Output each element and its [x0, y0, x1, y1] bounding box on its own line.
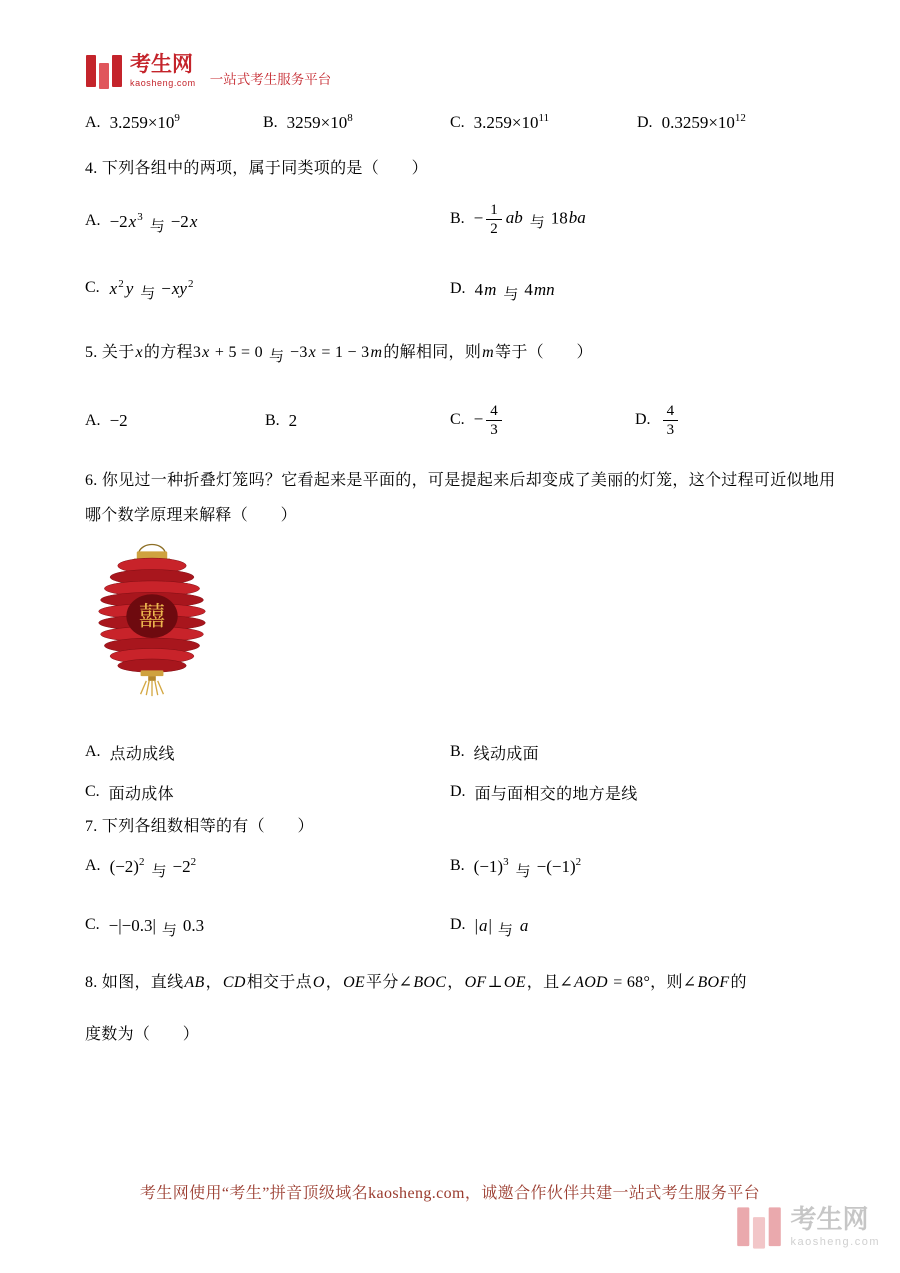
question6-option-a [85, 738, 175, 766]
option-value: −|−0.3| 与 0.3 [108, 915, 205, 939]
question6-option-d [450, 778, 638, 806]
option-value: 4m 与 4mn [474, 279, 555, 303]
question5-stem [85, 342, 593, 364]
question4-option-d [450, 270, 556, 308]
option-value: $0.3259\times 10^{12}$ [661, 112, 746, 132]
option-label: C. [450, 114, 465, 131]
watermark-text: 考生网 [790, 1204, 869, 1234]
option-label: C. [450, 411, 465, 428]
option-label: D. [635, 411, 651, 428]
question3-option-c [450, 108, 550, 138]
option-label: D. [637, 114, 653, 131]
option-value: $\frac{4}{3}$ [660, 402, 682, 439]
option-label: C. [85, 783, 100, 800]
option-value: 2 [288, 411, 298, 430]
option-label: A. [85, 212, 101, 229]
option-label: B. [265, 412, 280, 429]
watermark-domain: kaosheng.com [790, 1236, 880, 1249]
option-value: $3259\times 10^8$ [286, 112, 353, 132]
question3-option-d [637, 108, 747, 138]
option-text: 面动成体 [108, 785, 174, 803]
question4-option-b [450, 192, 587, 246]
option-value: $3.259\times 10^{11}$ [473, 112, 550, 132]
kaosheng-logo-icon [85, 54, 123, 90]
question6-stem-line1: 6. 你见过一种折叠灯笼吗？它看起来是平面的，可是提起来后却变成了美丽的灯笼，这个过程可近似地用 [85, 472, 836, 489]
option-label: B. [450, 210, 465, 227]
option-value: −2 [109, 411, 128, 430]
logo-tagline: 一站式考生服务平台 [209, 72, 332, 87]
option-label: B. [450, 857, 465, 874]
watermark [736, 1206, 880, 1255]
option-text: 线动成面 [473, 745, 539, 763]
question6-option-c [85, 778, 174, 806]
option-label: D. [450, 916, 466, 933]
option-label: D. [450, 280, 466, 297]
question4-stem: 4. 下列各组中的两项，属于同类项的是（ ） [85, 160, 428, 177]
option-value: − $\frac{1}{2}$ ab 与 18ba [473, 201, 586, 237]
option-value: $-2x^3$与 −2x [109, 210, 198, 235]
question5-stem-math: 5. 关于x的方程3x + 5 = 0 与 −3x = 1 − 3m的解相同，则m等于（ ） [85, 344, 593, 365]
question3-option-b [263, 108, 354, 138]
option-label: C. [85, 916, 100, 933]
question6-option-b [450, 738, 539, 766]
question6-stem-line2: 哪个数学原理来解释（ ） [85, 507, 297, 524]
option-value: |a| 与 a [474, 915, 529, 939]
option-value: $3.259\times 10^9$ [109, 112, 180, 132]
option-label: B. [263, 114, 278, 131]
question7-option-c [85, 906, 204, 944]
question5-option-a [85, 404, 128, 438]
option-label: C. [85, 279, 100, 296]
option-value: $(-1)^3$与 $-(-1)^2$ [473, 855, 582, 880]
watermark-logo-icon [736, 1206, 782, 1255]
footer-text: 考生网使用“考生”拼音顶级域名kaosheng.com，诚邀合作伙伴共建一站式考生服务平台 [139, 1185, 761, 1202]
question5-option-c [450, 394, 505, 446]
question8-stem-math: 8. 如图，直线AB，CD相交于点O，OE平分∠BOC，OF⊥OE，且∠AOD = 68°，则∠BOF的 [85, 974, 747, 991]
option-label: A. [85, 114, 101, 131]
option-text: 点动成线 [109, 745, 175, 763]
option-label: D. [450, 783, 466, 800]
option-value: $(-2)^2$与 $-2^2$ [109, 855, 197, 880]
option-value: $x^2$ y 与 $-xy^2$ [109, 277, 194, 302]
question4-option-a [85, 202, 198, 240]
question8-stem-line1 [85, 972, 747, 994]
site-logo-domain: kaosheng.com [130, 78, 196, 89]
option-label: A. [85, 412, 101, 429]
option-label: B. [450, 743, 465, 760]
question8-stem-line2: 度数为（ ） [85, 1026, 200, 1043]
question4-option-c [85, 268, 194, 308]
lantern-image [92, 540, 212, 703]
question3-option-a [85, 108, 181, 138]
question7-option-a [85, 848, 197, 884]
question7-option-b [450, 848, 582, 884]
site-header [85, 54, 331, 90]
question5-option-d [635, 394, 681, 446]
lantern-emblem-character: 囍 [138, 601, 166, 632]
site-logo-text: 考生网 [130, 53, 193, 76]
option-label: A. [85, 743, 101, 760]
option-text: 面与面相交的地方是线 [474, 785, 638, 803]
question7-option-d [450, 906, 529, 944]
option-value: − $\frac{4}{3}$ [474, 402, 505, 439]
option-label: A. [85, 857, 101, 874]
question7-stem: 7. 下列各组数相等的有（ ） [85, 818, 314, 835]
question5-option-b [265, 404, 297, 438]
